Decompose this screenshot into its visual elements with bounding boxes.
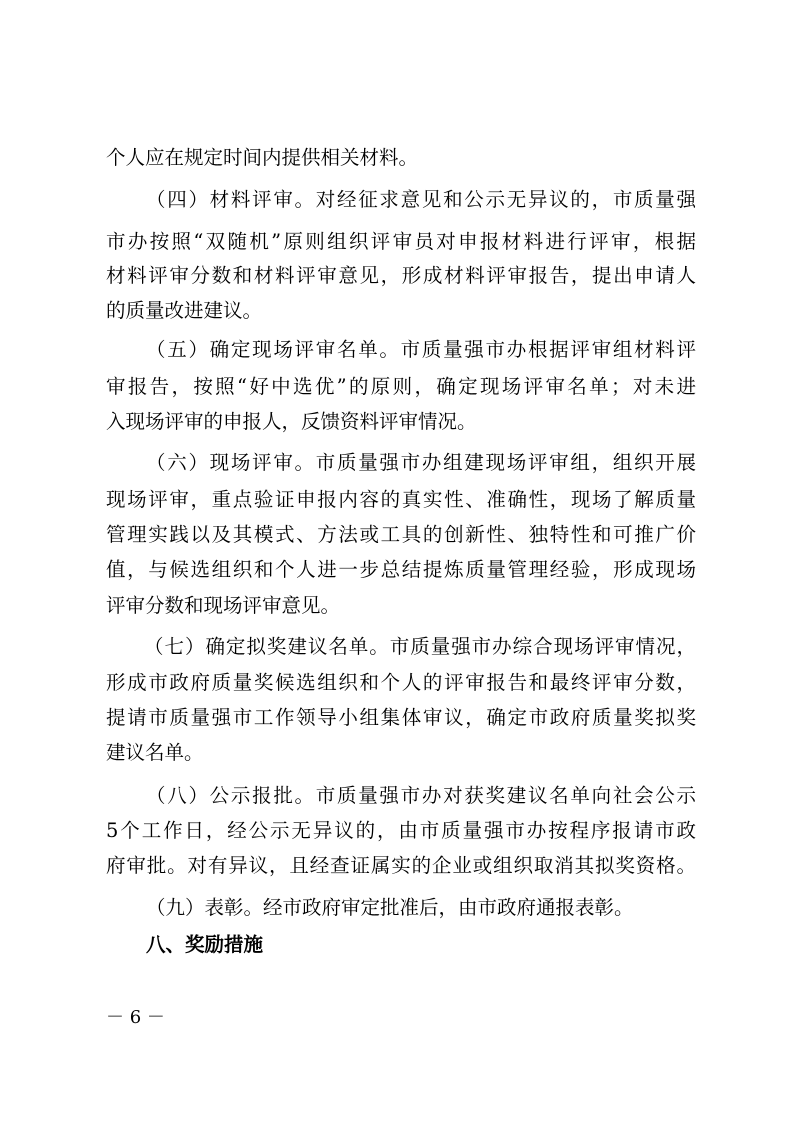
paragraph-line: 现场评审，重点验证申报内容的真实性、准确性，现场了解质量 [106, 488, 696, 511]
paragraph-line: 个人应在规定时间内提供相关材料。 [106, 146, 419, 169]
paragraph-line: 的质量改进建议。 [106, 299, 263, 322]
paragraph-line: 府审批。对有异议，且经查证属实的企业或组织取消其拟奖资格。 [106, 854, 696, 877]
paragraph-line: 建议名单。 [106, 741, 204, 764]
paragraph-line: 5个工作日，经公示无异议的，由市质量强市办按程序报请市政 [106, 819, 696, 842]
paragraph-line: 入现场评审的申报人，反馈资料评审情况。 [106, 410, 477, 433]
paragraph-line: （四）材料评审。对经征求意见和公示无异议的，市质量强 [146, 188, 696, 211]
page-number: － 6 － [106, 1007, 165, 1028]
paragraph-line: 值，与候选组织和个人进一步总结提炼质量管理经验，形成现场 [106, 558, 696, 581]
paragraph-line: 提请市质量强市工作领导小组集体审议，确定市政府质量奖拟奖 [106, 706, 696, 729]
paragraph-line: 审报告，按照“好中选优”的原则，确定现场评审名单；对未进 [106, 375, 696, 398]
section-heading: 八、奖励措施 [146, 933, 264, 956]
paragraph-line: （九）表彰。经市政府审定批准后，由市政府通报表彰。 [146, 896, 634, 919]
paragraph-line: （八）公示报批。市质量强市办对获奖建议名单向社会公示 [146, 784, 696, 807]
paragraph-line: （七）确定拟奖建议名单。市质量强市办综合现场评审情况， [144, 635, 696, 658]
paragraph-line: 材料评审分数和材料评审意见，形成材料评审报告，提出申请人 [106, 264, 696, 287]
paragraph-line: 评审分数和现场评审意见。 [106, 594, 341, 617]
paragraph-line: 形成市政府质量奖候选组织和个人的评审报告和最终评审分数， [106, 671, 696, 694]
paragraph-line: （五）确定现场评审名单。市质量强市办根据评审组材料评 [146, 338, 696, 361]
paragraph-line: 市办按照“双随机”原则组织评审员对申报材料进行评审，根据 [106, 230, 696, 253]
paragraph-line: （六）现场评审。市质量强市办组建现场评审组，组织开展 [146, 451, 696, 474]
paragraph-line: 管理实践以及其模式、方法或工具的创新性、独特性和可推广价 [106, 523, 696, 546]
